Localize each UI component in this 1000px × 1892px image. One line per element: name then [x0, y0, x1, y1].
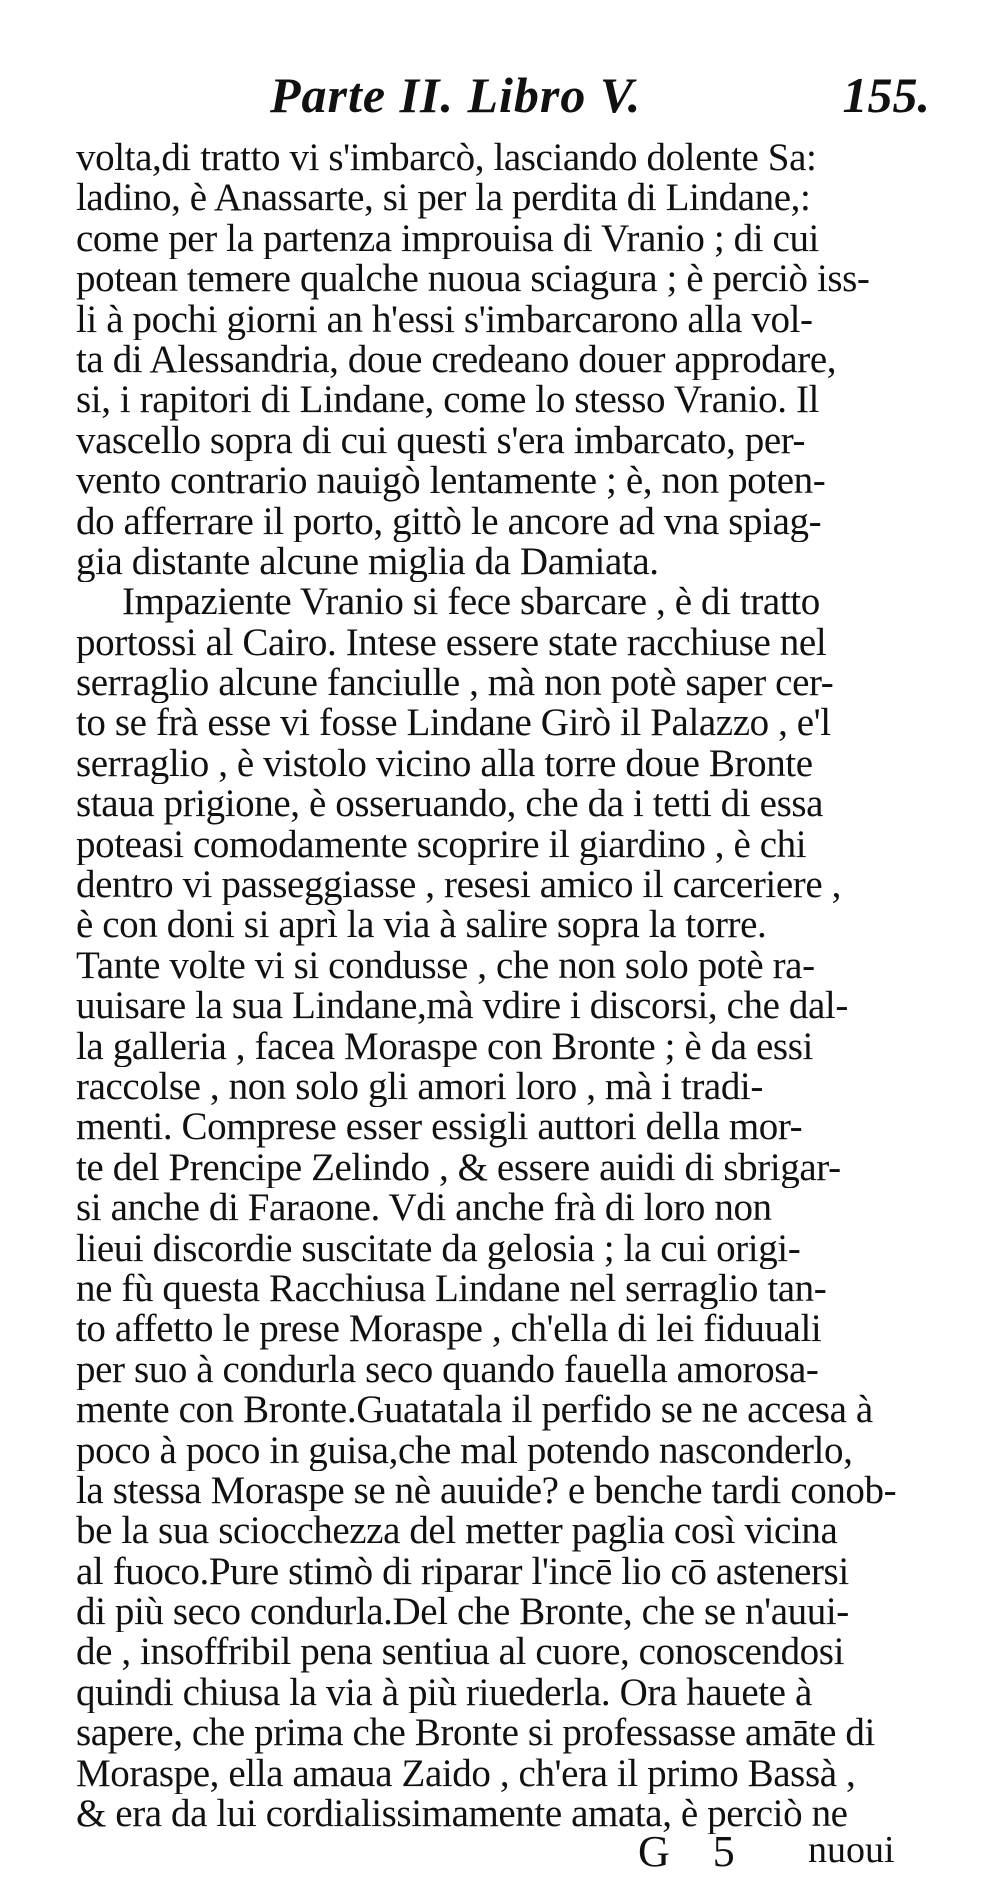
text-line: vascello sopra di cui questi s'era imbarcato, per-: [76, 420, 806, 462]
page-header: [270, 66, 930, 136]
catchword: nuoui: [808, 1829, 895, 1871]
text-line: do afferrare il porto, gittò le ancore ad vna spiag-: [76, 501, 822, 542]
body-text: [76, 138, 956, 1834]
paragraph-start-line: Impaziente Vranio si fece sbarcare , è di tratto: [122, 582, 820, 623]
page-number: 155.: [842, 67, 930, 123]
text-line: ladino, è Anassarte, si per la perdita di Lindane,:: [76, 178, 811, 219]
text-line: dentro vi passeggiasse , resesi amico il carceriere ,: [76, 865, 841, 906]
text-line: lieui discordie suscitate da gelosia ; la cui origi-: [76, 1228, 801, 1269]
text-line: serraglio , è vistolo vicino alla torre doue Bronte: [76, 743, 813, 785]
text-line: & era da lui cordialissimamente amata, è perciò ne: [76, 1794, 848, 1835]
text-line: uuisare la sua Lindane,mà vdire i discorsi, che dal-: [76, 986, 848, 1027]
text-line: to affetto le prese Moraspe , ch'ella di lei fiduuali: [76, 1309, 822, 1350]
text-line: volta,di tratto vi s'imbarcò, lasciando dolente Sa:: [76, 138, 817, 179]
page-footer: [638, 1826, 938, 1876]
text-line: la stessa Moraspe se nè auuide? e benche tardi conob-: [76, 1470, 897, 1512]
text-line: de , insoffribil pena sentiua al cuore, conoscendosi: [76, 1632, 844, 1673]
text-line: Moraspe, ella amaua Zaido , ch'era il primo Bassà ,: [76, 1753, 856, 1795]
text-line: per suo à condurla seco quando fauella amorosa-: [76, 1349, 819, 1391]
text-line: vento contrario nauigò lentamente ; è, non poten-: [76, 461, 826, 502]
text-line: portossi al Cairo. Intese essere state racchiuse nel: [76, 622, 827, 664]
text-line: la galleria , facea Moraspe con Bronte ; è da essi: [76, 1026, 813, 1067]
text-line: Tante volte vi si condusse , che non solo potè ra-: [76, 945, 815, 987]
text-line: staua prigione, è osseruando, che da i tetti di essa: [76, 784, 824, 825]
text-line: al fuoco.Pure stimò di riparar l'incē lio cō astenersi: [76, 1551, 849, 1593]
text-line: to se frà esse vi fosse Lindane Girò il Palazzo , e'l: [76, 703, 831, 744]
text-line: te del Prencipe Zelindo , & essere auidi di sbrigar-: [76, 1147, 841, 1189]
text-line: li à pochi giorni an h'essi s'imbarcarono alla vol-: [76, 299, 813, 340]
text-line: potean temere qualche nuoua sciagura ; è perciò iss-: [76, 259, 870, 300]
text-line: come per la partenza improuisa di Vranio ; di cui: [76, 218, 819, 260]
text-line: si anche di Faraone. Vdi anche frà di loro non: [76, 1188, 772, 1229]
text-line: ta di Alessandria, doue credeano douer approdare,: [76, 339, 837, 381]
text-line: serraglio alcune fanciulle , mà non potè saper cer-: [76, 663, 834, 704]
text-line: mente con Bronte.Guatatala il perfido se ne accesa à: [76, 1390, 873, 1431]
text-line: di più seco condurla.Del che Bronte, che se n'auui-: [76, 1592, 849, 1633]
text-line: poco à poco in guisa,che mal potendo nasconderlo,: [76, 1430, 853, 1471]
text-line: gia distante alcune miglia da Damiata.: [76, 541, 659, 583]
text-line: quindi chiusa la via à più riuederla. Ora hauete à: [76, 1672, 812, 1714]
text-line: è con doni si aprì la via à salire sopra la torre.: [76, 905, 767, 946]
text-line: raccolse , non solo gli amori loro , mà i tradi-: [76, 1066, 763, 1108]
running-title: Parte II. Libro V.: [270, 67, 642, 123]
text-line: si, i rapitori di Lindane, come lo stesso Vranio. Il: [76, 380, 819, 421]
text-line: ne fù questa Racchiusa Lindane nel serraglio tan-: [76, 1268, 827, 1310]
text-line: poteasi comodamente scoprire il giardino , è chi: [76, 824, 807, 866]
text-line: sapere, che prima che Bronte si professasse amāte di: [76, 1713, 875, 1754]
signature-mark: G 5: [638, 1827, 751, 1876]
text-line: be la sua sciocchezza del metter paglia così vicina: [76, 1511, 838, 1552]
text-line: menti. Comprese esser essigli auttori della mor-: [76, 1107, 803, 1148]
